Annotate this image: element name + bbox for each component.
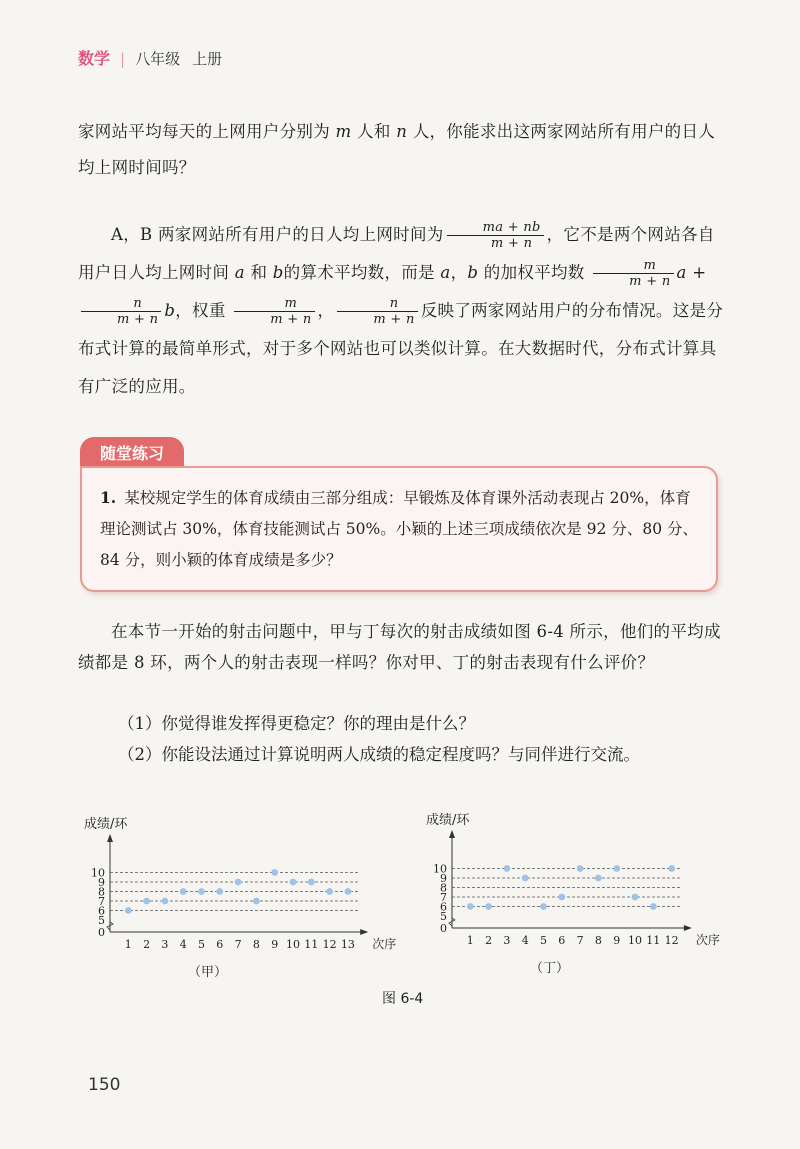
data-point: [577, 865, 584, 872]
var-b-2: b: [467, 263, 479, 282]
x-tick-label: 4: [521, 934, 529, 947]
fraction-weight-m-2: $\frac{m}{m + n}$: [234, 296, 314, 327]
fraction-main: $\frac{ma + nb}{m + n}$: [447, 220, 544, 251]
data-point: [198, 888, 205, 895]
y-tick-label: 9: [98, 876, 105, 889]
explain-paragraph: A，B 两家网站所有用户的日人均上网时间为 $\frac{ma + nb}{m + n}$ ，它不是两个网站各自用户日人均上网时间 a 和 b的算术平均数，而是 a，b 的加权平均数 $\frac{m}{m + n}$ a + $\frac{n}{m + n}$ b，权重 $\frac{m}{m + n}$ ， $\frac{n}{m + n}$ 反映了两家网站用户的分布情况。这是分布式计算的最简单形式，对于多个网站也可以类似计算。在大数据时代，分布式计算具有广泛的应用。: [78, 220, 724, 396]
y-tick-label: 6: [440, 900, 447, 914]
data-point: [253, 898, 260, 905]
data-point: [650, 903, 657, 910]
data-point: [467, 903, 474, 910]
y-tick-label: 0: [98, 926, 105, 939]
data-point: [235, 879, 242, 886]
var-a: a: [234, 263, 245, 282]
explain-text-e: ，权重: [175, 301, 226, 320]
data-point: [345, 888, 352, 895]
var-b-3: b: [164, 301, 176, 320]
data-point: [558, 894, 565, 901]
page-header: [78, 46, 222, 69]
y-axis-arrow: [107, 834, 113, 842]
data-point: [216, 888, 223, 895]
data-point: [595, 875, 602, 882]
x-tick-label: 7: [576, 934, 584, 947]
grade-label: 八年级: [135, 50, 181, 68]
var-n: n: [396, 122, 408, 141]
y-tick-label: 5: [98, 914, 105, 927]
exercise-text: 某校规定学生的体育成绩由三部分组成：早锻炼及体育课外活动表现占 20%，体育理论测试占 30%，体育技能测试占 50%。小颖的上述三项成绩依次是 92 分、80 分、84 分，则小颖的体育成绩是多少？: [100, 489, 698, 569]
chart-title: （甲）: [188, 965, 228, 980]
y-tick-label: 0: [440, 922, 447, 935]
data-point: [613, 865, 620, 872]
y-tick-label: 10: [91, 866, 105, 880]
word-and: 和: [250, 263, 268, 282]
x-tick-label: 10: [286, 938, 300, 951]
x-tick-label: 11: [646, 934, 661, 947]
data-point: [290, 879, 297, 886]
var-m: m: [335, 122, 352, 141]
x-tick-label: 6: [216, 938, 224, 951]
x-tick-label: 4: [179, 938, 187, 951]
x-axis-arrow: [360, 929, 368, 935]
figure-caption: 图 6-4: [382, 991, 424, 1007]
x-tick-label: 2: [143, 938, 151, 951]
explain-text-a: A，B 两家网站所有用户的日人均上网时间为: [111, 225, 444, 244]
x-tick-label: 7: [234, 938, 242, 951]
y-tick-label: 6: [98, 904, 105, 918]
x-axis-label: 次序: [695, 933, 720, 947]
fraction-weight-n-2: $\frac{n}{m + n}$: [337, 296, 417, 327]
data-point: [326, 888, 333, 895]
intro-text-3: 人，你能求出这两家网站所有用户的日人均上网时间吗？: [78, 122, 716, 177]
y-axis-label: 成绩/环: [84, 817, 128, 832]
exercise-box: [80, 466, 718, 592]
x-tick-label: 9: [613, 934, 621, 947]
x-tick-label: 6: [558, 934, 566, 947]
exercise-tab: 随堂练习: [80, 437, 184, 467]
x-axis-label: 次序: [372, 937, 397, 951]
question-1: （1）你觉得谁发挥得更稳定？你的理由是什么？: [118, 714, 475, 733]
shooting-paragraph: 在本节一开始的射击问题中，甲与丁每次的射击成绩如图 6-4 所示，他们的平均成绩都是 8 环，两个人的射击表现一样吗？你对甲、丁的射击表现有什么评价？: [78, 622, 721, 672]
y-axis-label: 成绩/环: [426, 813, 470, 828]
data-point: [143, 898, 150, 905]
var-a-2: a: [440, 263, 451, 282]
chart-jia: [78, 810, 398, 985]
x-tick-label: 1: [124, 938, 132, 951]
var-a-3: a: [676, 263, 687, 282]
y-tick-label: 8: [440, 881, 447, 895]
data-point: [504, 865, 511, 872]
y-tick-label: 5: [440, 910, 447, 923]
y-axis-arrow: [449, 830, 455, 838]
x-tick-label: 10: [628, 934, 642, 947]
exercise-question: [100, 482, 700, 576]
intro-text-2: 人和: [357, 122, 391, 141]
x-tick-label: 5: [540, 934, 547, 947]
intro-text-1: 家网站平均每天的上网用户分别为: [78, 122, 330, 141]
x-tick-label: 12: [322, 938, 337, 951]
var-b: b: [272, 263, 284, 282]
y-tick-label: 9: [440, 872, 447, 885]
data-point: [308, 879, 315, 886]
x-tick-label: 11: [304, 938, 319, 951]
x-tick-label: 9: [271, 938, 279, 951]
x-tick-label: 5: [198, 938, 205, 951]
intro-paragraph: [78, 114, 728, 186]
plus-sign: +: [692, 263, 707, 282]
data-point: [632, 894, 639, 901]
data-point: [668, 865, 675, 872]
data-point: [485, 903, 492, 910]
data-point: [271, 869, 278, 876]
data-point: [522, 875, 529, 882]
data-point: [180, 888, 187, 895]
explain-text-b: ，它不是两个网站各自用户日人均上网时间: [78, 225, 715, 282]
data-point: [540, 903, 547, 910]
exercise-number: 1.: [100, 488, 117, 507]
volume-label: 上册: [192, 50, 223, 68]
chart-title: （丁）: [530, 961, 570, 976]
data-point: [162, 898, 169, 905]
question-2: （2）你能设法通过计算说明两人成绩的稳定程度吗？与同伴进行交流。: [118, 745, 640, 764]
header-separator: |: [120, 50, 126, 68]
y-tick-label: 10: [433, 862, 447, 876]
subject-label: 数学: [78, 49, 111, 68]
fraction-weight-n: $\frac{n}{m + n}$: [81, 296, 161, 327]
chart-ding: [420, 806, 740, 981]
y-tick-label: 7: [440, 891, 447, 904]
data-point: [125, 907, 132, 914]
x-tick-label: 8: [252, 938, 260, 951]
explain-text-c: 的算术平均数，而是: [283, 263, 435, 282]
x-axis-arrow: [684, 925, 692, 931]
fraction-weight-m: $\frac{m}{m + n}$: [593, 258, 673, 289]
y-tick-label: 7: [98, 895, 105, 908]
y-tick-label: 8: [98, 885, 105, 899]
x-tick-label: 13: [340, 938, 355, 951]
x-tick-label: 3: [161, 938, 169, 951]
x-tick-label: 2: [485, 934, 493, 947]
page-number: 150: [88, 1075, 121, 1095]
explain-text-d: 的加权平均数: [483, 263, 585, 282]
x-tick-label: 12: [664, 934, 679, 947]
x-tick-label: 8: [594, 934, 602, 947]
x-tick-label: 1: [466, 934, 474, 947]
x-tick-label: 3: [503, 934, 511, 947]
explain-text-f: 反映了两家网站用户的分布情况。这是分布式计算的最简单形式，对于多个网站也可以类似计算。在大数据时代，分布式计算具有广泛的应用。: [78, 301, 724, 396]
